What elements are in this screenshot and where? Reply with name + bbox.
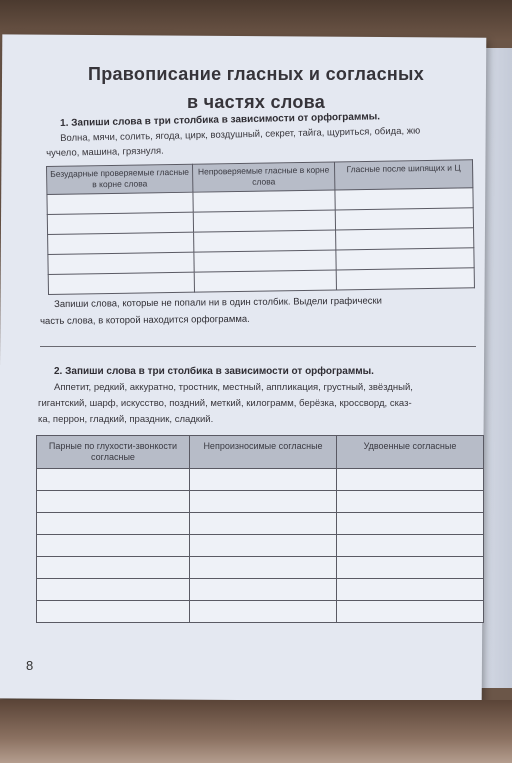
table-cell[interactable]	[335, 188, 473, 210]
table-cell[interactable]	[337, 601, 484, 623]
table-cell[interactable]	[336, 268, 474, 290]
task2-col-header: Непроизносимые согласные	[190, 436, 337, 469]
page-title-line1: Правописание гласных и согласных	[87, 64, 425, 84]
table-cell[interactable]	[194, 250, 336, 272]
task2-table	[36, 435, 484, 623]
table-cell[interactable]	[190, 513, 337, 535]
table-cell[interactable]	[190, 469, 337, 491]
table-row	[37, 557, 484, 579]
table-row	[37, 579, 484, 601]
table-cell[interactable]	[190, 491, 337, 513]
table-row	[37, 469, 484, 491]
table-row	[37, 535, 484, 557]
table-cell[interactable]	[337, 491, 484, 513]
task2-words-line2: гигантский, шарф, искусство, поздний, меткий, килограмм, берёзка, кроссворд, сказ-	[38, 398, 412, 409]
task1-note-line2: часть слова, в которой находится орфограмма.	[40, 313, 250, 327]
task1-col-header: Безударные проверяемые гласные в корне слова	[47, 164, 193, 194]
table-row	[37, 513, 484, 535]
table-cell[interactable]	[37, 601, 190, 623]
task1-note-line1: Запиши слова, которые не попали ни в один столбик. Выдели графически	[54, 295, 382, 310]
background-bottom	[0, 700, 512, 763]
table-cell[interactable]	[337, 469, 484, 491]
table-cell[interactable]	[336, 228, 474, 250]
task2-heading: 2. Запиши слова в три столбика в зависимости от орфограммы.	[54, 366, 374, 377]
table-cell[interactable]	[190, 557, 337, 579]
table-cell[interactable]	[194, 230, 336, 252]
task2-col-header: Парные по глухости-звонкости согласные	[37, 436, 190, 469]
table-cell[interactable]	[336, 248, 474, 270]
task2-col-header: Удвоенные согласные	[337, 436, 484, 469]
table-cell[interactable]	[337, 557, 484, 579]
table-row	[37, 601, 484, 623]
table-cell[interactable]	[37, 491, 190, 513]
table-cell[interactable]	[37, 513, 190, 535]
table-cell[interactable]	[194, 270, 336, 292]
table-row	[37, 491, 484, 513]
table-cell[interactable]	[37, 469, 190, 491]
task2-words-line3: ка, перрон, гладкий, праздник, сладкий.	[38, 414, 214, 425]
task1-col-header: Непроверяемые гласные в корне слова	[192, 162, 334, 192]
answer-line[interactable]	[40, 346, 476, 347]
table-cell[interactable]	[190, 601, 337, 623]
task1-heading: 1. Запиши слова в три столбика в зависимости от орфограммы.	[60, 111, 381, 129]
table-cell[interactable]	[193, 190, 335, 212]
table-cell[interactable]	[37, 579, 190, 601]
table-cell[interactable]	[48, 232, 194, 254]
table-cell[interactable]	[48, 252, 194, 274]
page-number: 8	[26, 658, 34, 673]
table-cell[interactable]	[48, 272, 194, 294]
page-title-line2: в частях слова	[186, 92, 326, 112]
task2-words-line1: Аппетит, редкий, аккуратно, тростник, местный, аппликация, грустный, звёздный,	[54, 382, 413, 393]
table-cell[interactable]	[337, 535, 484, 557]
table-cell[interactable]	[37, 557, 190, 579]
table-cell[interactable]	[337, 579, 484, 601]
task1-col-header: Гласные после шипящих и Ц	[334, 160, 472, 190]
table-cell[interactable]	[47, 212, 193, 234]
table-cell[interactable]	[47, 192, 193, 214]
table-cell[interactable]	[337, 513, 484, 535]
task1-words-line1: Волна, мячи, солить, ягода, цирк, воздушный, секрет, тайга, щуриться, обида, жю	[60, 125, 421, 144]
task1-words-line2: чучело, машина, грязнуля.	[46, 145, 164, 159]
table-cell[interactable]	[190, 579, 337, 601]
task1-table	[46, 159, 475, 295]
task2-header-row	[37, 436, 484, 469]
table-cell[interactable]	[335, 208, 473, 230]
table-cell[interactable]	[193, 210, 335, 232]
table-cell[interactable]	[190, 535, 337, 557]
table-cell[interactable]	[37, 535, 190, 557]
